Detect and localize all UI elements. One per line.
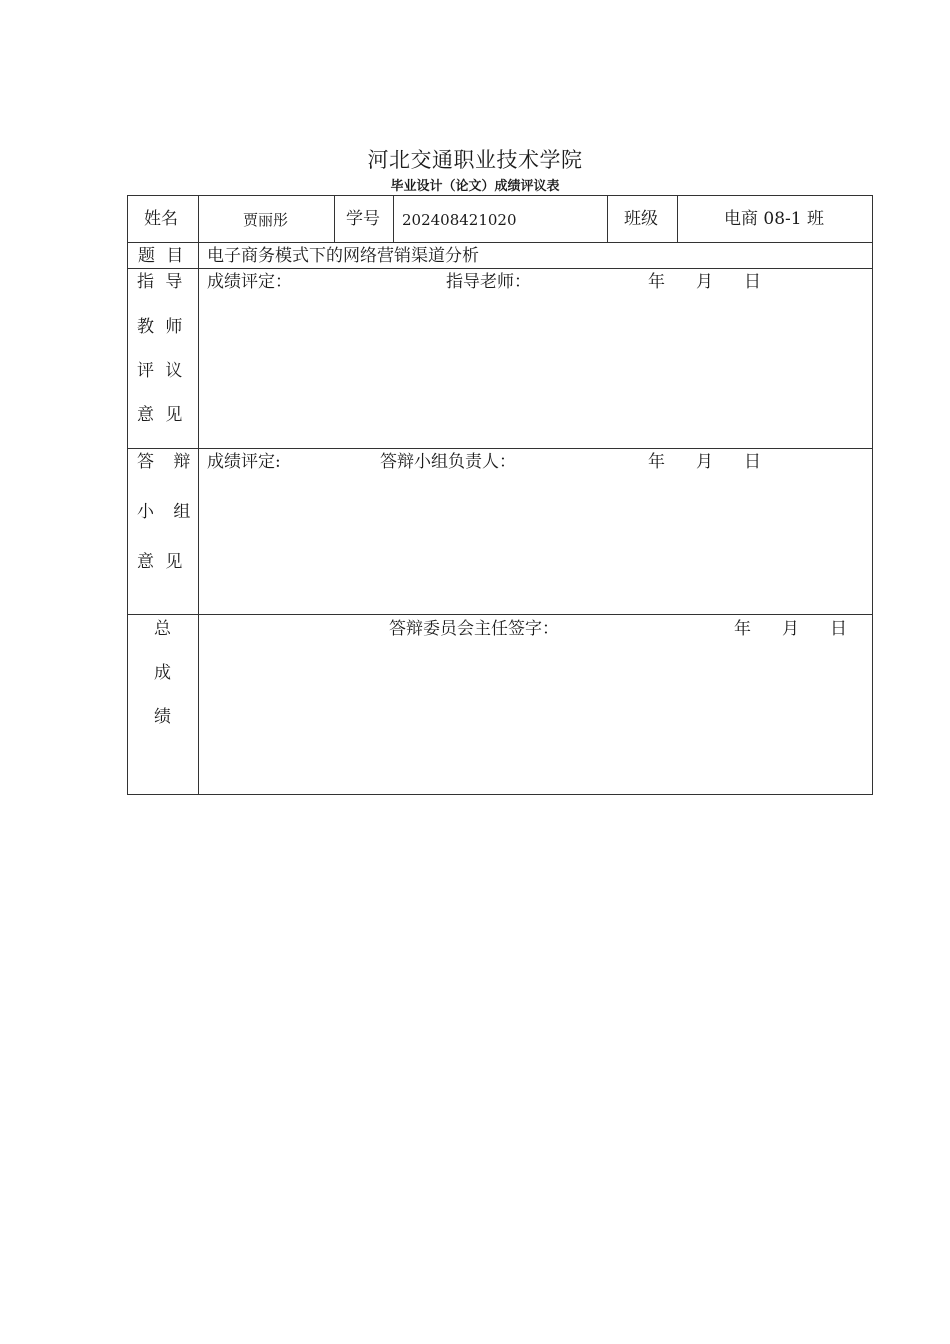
defense-label-line: 意 见 <box>137 552 183 572</box>
row-divider <box>127 614 872 615</box>
student-id-label: 学号 <box>346 209 380 229</box>
defense-day: 日 <box>744 452 761 472</box>
advisor-day: 日 <box>744 272 761 292</box>
topic-label: 题 目 <box>138 246 184 266</box>
total-month: 月 <box>782 619 799 639</box>
class-value: 电商 08-1 班 <box>724 209 824 229</box>
row-divider <box>127 448 872 449</box>
total-label-line: 成 <box>154 663 171 683</box>
total-day: 日 <box>830 619 847 639</box>
advisor-label-line: 评 议 <box>137 361 183 381</box>
column-divider <box>607 195 608 242</box>
document-subtitle: 毕业设计（论文）成绩评议表 <box>390 179 560 194</box>
advisor-label-line: 指 导 <box>137 272 183 292</box>
advisor-label-line: 意 见 <box>137 405 183 425</box>
column-divider <box>198 195 199 794</box>
advisor-year: 年 <box>648 272 665 292</box>
committee-signer-label: 答辩委员会主任签字： <box>389 619 559 639</box>
defense-year: 年 <box>648 452 665 472</box>
name-value: 贾丽彤 <box>243 211 289 229</box>
column-divider <box>393 195 394 242</box>
student-id-value: 202408421020 <box>402 211 517 229</box>
advisor-label-line: 教 师 <box>137 317 183 337</box>
column-divider <box>677 195 678 242</box>
defense-label-line: 小 组 <box>137 502 191 522</box>
advisor-grade-label: 成绩评定： <box>207 272 292 292</box>
defense-label-line: 答 辩 <box>137 452 191 472</box>
defense-grade-label: 成绩评定: <box>207 452 281 472</box>
name-label: 姓名 <box>144 209 178 229</box>
total-label-line: 总 <box>154 619 171 639</box>
advisor-month: 月 <box>696 272 713 292</box>
defense-signer-label: 答辩小组负责人： <box>380 452 516 472</box>
total-year: 年 <box>734 619 751 639</box>
document-title: 河北交通职业技术学院 <box>367 148 583 172</box>
advisor-signer-label: 指导老师： <box>446 272 531 292</box>
defense-month: 月 <box>696 452 713 472</box>
class-label: 班级 <box>624 209 658 229</box>
total-label-line: 绩 <box>154 707 171 727</box>
row-divider <box>127 268 872 269</box>
column-divider <box>334 195 335 242</box>
topic-value: 电子商务模式下的网络营销渠道分析 <box>207 246 479 266</box>
row-divider <box>127 242 872 243</box>
